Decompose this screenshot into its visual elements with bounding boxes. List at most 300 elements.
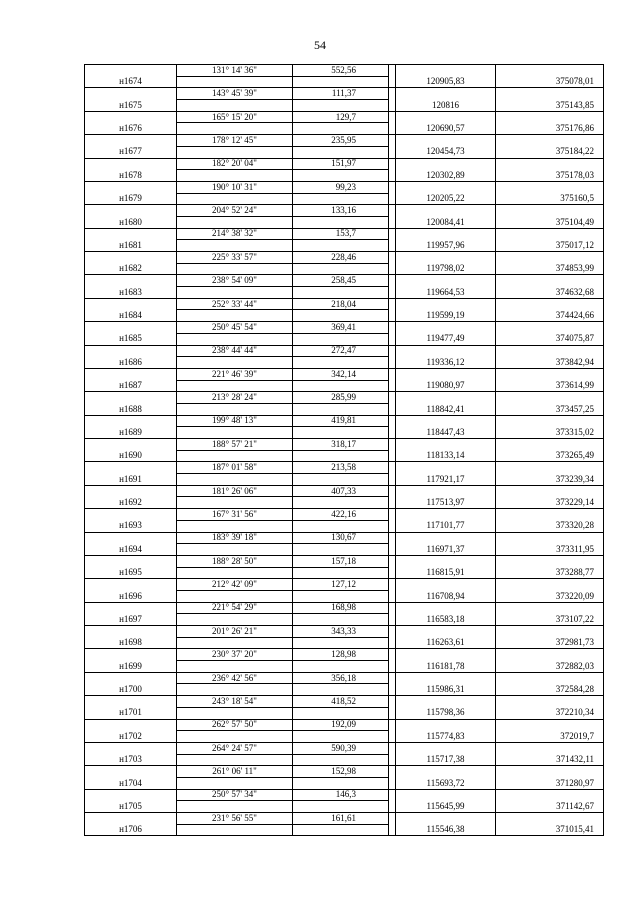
spacer-cell	[389, 181, 396, 193]
point-name-cell: н1689	[85, 427, 177, 439]
point-row	[85, 824, 604, 836]
x-coordinate-cell-blank	[396, 439, 496, 451]
y-coordinate-cell: 374632,68	[496, 287, 604, 299]
spacer-cell	[389, 719, 396, 731]
point-name-cell: н1704	[85, 777, 177, 789]
point-name-cell-blank	[85, 322, 177, 334]
point-name-cell-blank	[85, 298, 177, 310]
segment-row	[85, 696, 604, 708]
y-coordinate-cell: 373315,02	[496, 427, 604, 439]
segment-row	[85, 275, 604, 287]
distance-cell-blank	[293, 520, 389, 532]
point-row	[85, 146, 604, 158]
spacer-cell	[389, 135, 396, 147]
y-coordinate-cell-blank	[496, 368, 604, 380]
direction-angle-cell-blank	[177, 497, 293, 509]
direction-angle-cell-blank	[177, 123, 293, 135]
x-coordinate-cell: 120302,89	[396, 170, 496, 182]
x-coordinate-cell: 115774,83	[396, 731, 496, 743]
y-coordinate-cell: 372882,03	[496, 661, 604, 673]
spacer-cell	[389, 216, 396, 228]
point-row	[85, 240, 604, 252]
y-coordinate-cell-blank	[496, 789, 604, 801]
distance-cell: 407,33	[293, 485, 389, 497]
y-coordinate-cell-blank	[496, 485, 604, 497]
spacer-cell	[389, 777, 396, 789]
segment-row	[85, 181, 604, 193]
point-row	[85, 287, 604, 299]
direction-angle-cell-blank	[177, 590, 293, 602]
direction-angle-cell-blank	[177, 567, 293, 579]
distance-cell: 218,04	[293, 298, 389, 310]
spacer-cell	[389, 263, 396, 275]
point-row	[85, 310, 604, 322]
direction-angle-cell-blank	[177, 357, 293, 369]
distance-cell: 552,56	[293, 65, 389, 77]
segment-row	[85, 252, 604, 264]
point-name-cell-blank	[85, 439, 177, 451]
direction-angle-cell-blank	[177, 544, 293, 556]
spacer-cell	[389, 368, 396, 380]
distance-cell-blank	[293, 474, 389, 486]
y-coordinate-cell: 371432,11	[496, 754, 604, 766]
direction-angle-cell: 188° 57' 21"	[177, 439, 293, 451]
y-coordinate-cell-blank	[496, 135, 604, 147]
x-coordinate-cell: 120905,83	[396, 76, 496, 88]
y-coordinate-cell-blank	[496, 65, 604, 77]
spacer-cell	[389, 111, 396, 123]
distance-cell-blank	[293, 123, 389, 135]
point-name-cell: н1702	[85, 731, 177, 743]
direction-angle-cell: 261° 06' 11"	[177, 766, 293, 778]
segment-row	[85, 415, 604, 427]
x-coordinate-cell: 119664,53	[396, 287, 496, 299]
point-row	[85, 544, 604, 556]
y-coordinate-cell-blank	[496, 813, 604, 825]
spacer-cell	[389, 754, 396, 766]
y-coordinate-cell: 375160,5	[496, 193, 604, 205]
distance-cell-blank	[293, 497, 389, 509]
point-name-cell: н1678	[85, 170, 177, 182]
point-name-cell: н1684	[85, 310, 177, 322]
point-name-cell: н1685	[85, 333, 177, 345]
x-coordinate-cell-blank	[396, 368, 496, 380]
distance-cell-blank	[293, 590, 389, 602]
x-coordinate-cell: 120816	[396, 100, 496, 112]
segment-row	[85, 205, 604, 217]
spacer-cell	[389, 544, 396, 556]
direction-angle-cell-blank	[177, 661, 293, 673]
segment-row	[85, 626, 604, 638]
x-coordinate-cell: 118447,43	[396, 427, 496, 439]
point-name-cell-blank	[85, 602, 177, 614]
point-row	[85, 661, 604, 673]
point-name-cell: н1676	[85, 123, 177, 135]
direction-angle-cell-blank	[177, 731, 293, 743]
point-row	[85, 614, 604, 626]
distance-cell: 153,7	[293, 228, 389, 240]
distance-cell: 192,09	[293, 719, 389, 731]
segment-row	[85, 672, 604, 684]
y-coordinate-cell-blank	[496, 719, 604, 731]
distance-cell-blank	[293, 146, 389, 158]
x-coordinate-cell: 116181,78	[396, 661, 496, 673]
y-coordinate-cell-blank	[496, 88, 604, 100]
y-coordinate-cell: 373457,25	[496, 403, 604, 415]
direction-angle-cell: 181° 26' 06"	[177, 485, 293, 497]
y-coordinate-cell: 375178,03	[496, 170, 604, 182]
y-coordinate-cell-blank	[496, 298, 604, 310]
spacer-cell	[389, 485, 396, 497]
spacer-cell	[389, 275, 396, 287]
point-name-cell-blank	[85, 368, 177, 380]
segment-row	[85, 345, 604, 357]
y-coordinate-cell-blank	[496, 392, 604, 404]
direction-angle-cell: 225° 33' 57"	[177, 252, 293, 264]
x-coordinate-cell-blank	[396, 789, 496, 801]
y-coordinate-cell: 374853,99	[496, 263, 604, 275]
direction-angle-cell: 214° 38' 32"	[177, 228, 293, 240]
segment-row	[85, 649, 604, 661]
distance-cell-blank	[293, 731, 389, 743]
x-coordinate-cell: 115986,31	[396, 684, 496, 696]
distance-cell-blank	[293, 310, 389, 322]
direction-angle-cell: 190° 10' 31"	[177, 181, 293, 193]
point-name-cell-blank	[85, 813, 177, 825]
y-coordinate-cell-blank	[496, 672, 604, 684]
point-name-cell-blank	[85, 252, 177, 264]
x-coordinate-cell-blank	[396, 228, 496, 240]
point-name-cell-blank	[85, 626, 177, 638]
direction-angle-cell: 262° 57' 50"	[177, 719, 293, 731]
x-coordinate-cell: 115798,36	[396, 707, 496, 719]
segment-row	[85, 158, 604, 170]
direction-angle-cell-blank	[177, 333, 293, 345]
point-name-cell-blank	[85, 415, 177, 427]
point-name-cell-blank	[85, 228, 177, 240]
y-coordinate-cell: 375078,01	[496, 76, 604, 88]
x-coordinate-cell-blank	[396, 65, 496, 77]
distance-cell: 285,99	[293, 392, 389, 404]
distance-cell-blank	[293, 450, 389, 462]
direction-angle-cell-blank	[177, 427, 293, 439]
spacer-cell	[389, 555, 396, 567]
direction-angle-cell: 143° 45' 39"	[177, 88, 293, 100]
x-coordinate-cell-blank	[396, 252, 496, 264]
spacer-cell	[389, 661, 396, 673]
y-coordinate-cell: 373239,34	[496, 474, 604, 486]
segment-row	[85, 719, 604, 731]
x-coordinate-cell-blank	[396, 158, 496, 170]
point-row	[85, 590, 604, 602]
distance-cell: 161,61	[293, 813, 389, 825]
y-coordinate-cell-blank	[496, 275, 604, 287]
segment-row	[85, 228, 604, 240]
direction-angle-cell: 178° 12' 45"	[177, 135, 293, 147]
direction-angle-cell-blank	[177, 310, 293, 322]
spacer-cell	[389, 193, 396, 205]
direction-angle-cell: 221° 46' 39"	[177, 368, 293, 380]
direction-angle-cell: 182° 20' 04"	[177, 158, 293, 170]
direction-angle-cell: 213° 28' 24"	[177, 392, 293, 404]
spacer-cell	[389, 123, 396, 135]
spacer-cell	[389, 626, 396, 638]
distance-cell-blank	[293, 287, 389, 299]
y-coordinate-cell-blank	[496, 626, 604, 638]
x-coordinate-cell: 120205,22	[396, 193, 496, 205]
x-coordinate-cell-blank	[396, 298, 496, 310]
point-name-cell: н1690	[85, 450, 177, 462]
direction-angle-cell-blank	[177, 170, 293, 182]
direction-angle-cell: 236° 42' 56"	[177, 672, 293, 684]
point-name-cell-blank	[85, 532, 177, 544]
point-name-cell: н1705	[85, 801, 177, 813]
distance-cell: 342,14	[293, 368, 389, 380]
x-coordinate-cell-blank	[396, 415, 496, 427]
point-name-cell: н1683	[85, 287, 177, 299]
distance-cell: 272,47	[293, 345, 389, 357]
point-row	[85, 707, 604, 719]
spacer-cell	[389, 672, 396, 684]
distance-cell-blank	[293, 193, 389, 205]
direction-angle-cell: 252° 33' 44"	[177, 298, 293, 310]
direction-angle-cell: 167° 31' 56"	[177, 509, 293, 521]
x-coordinate-cell: 117921,17	[396, 474, 496, 486]
x-coordinate-cell: 119798,02	[396, 263, 496, 275]
x-coordinate-cell-blank	[396, 672, 496, 684]
distance-cell: 99,23	[293, 181, 389, 193]
x-coordinate-cell: 115693,72	[396, 777, 496, 789]
point-row	[85, 333, 604, 345]
direction-angle-cell-blank	[177, 193, 293, 205]
point-name-cell-blank	[85, 789, 177, 801]
point-name-cell: н1694	[85, 544, 177, 556]
point-name-cell: н1701	[85, 707, 177, 719]
spacer-cell	[389, 357, 396, 369]
point-name-cell-blank	[85, 345, 177, 357]
point-name-cell-blank	[85, 158, 177, 170]
y-coordinate-cell: 371015,41	[496, 824, 604, 836]
segment-row	[85, 368, 604, 380]
y-coordinate-cell: 372210,34	[496, 707, 604, 719]
distance-cell-blank	[293, 357, 389, 369]
distance-cell: 128,98	[293, 649, 389, 661]
spacer-cell	[389, 158, 396, 170]
direction-angle-cell-blank	[177, 754, 293, 766]
y-coordinate-cell-blank	[496, 345, 604, 357]
direction-angle-cell: 183° 39' 18"	[177, 532, 293, 544]
x-coordinate-cell-blank	[396, 766, 496, 778]
point-row	[85, 731, 604, 743]
distance-cell: 369,41	[293, 322, 389, 334]
x-coordinate-cell: 116263,61	[396, 637, 496, 649]
x-coordinate-cell: 115546,38	[396, 824, 496, 836]
point-name-cell: н1674	[85, 76, 177, 88]
direction-angle-cell: 201° 26' 21"	[177, 626, 293, 638]
direction-angle-cell: 188° 28' 50"	[177, 555, 293, 567]
segment-row	[85, 65, 604, 77]
point-name-cell: н1680	[85, 216, 177, 228]
distance-cell: 418,52	[293, 696, 389, 708]
distance-cell: 228,46	[293, 252, 389, 264]
distance-cell: 133,16	[293, 205, 389, 217]
direction-angle-cell-blank	[177, 637, 293, 649]
point-name-cell-blank	[85, 392, 177, 404]
x-coordinate-cell-blank	[396, 555, 496, 567]
spacer-cell	[389, 240, 396, 252]
y-coordinate-cell: 373107,22	[496, 614, 604, 626]
point-row	[85, 263, 604, 275]
point-name-cell-blank	[85, 135, 177, 147]
point-name-cell-blank	[85, 462, 177, 474]
point-name-cell-blank	[85, 485, 177, 497]
spacer-cell	[389, 146, 396, 158]
spacer-cell	[389, 403, 396, 415]
y-coordinate-cell-blank	[496, 181, 604, 193]
y-coordinate-cell: 374424,66	[496, 310, 604, 322]
direction-angle-cell-blank	[177, 216, 293, 228]
y-coordinate-cell: 374075,87	[496, 333, 604, 345]
coordinates-table	[84, 64, 604, 836]
point-name-cell-blank	[85, 672, 177, 684]
distance-cell-blank	[293, 544, 389, 556]
x-coordinate-cell-blank	[396, 322, 496, 334]
y-coordinate-cell-blank	[496, 579, 604, 591]
table-body	[85, 65, 604, 836]
x-coordinate-cell: 116971,37	[396, 544, 496, 556]
y-coordinate-cell: 373220,09	[496, 590, 604, 602]
y-coordinate-cell: 371142,67	[496, 801, 604, 813]
point-row	[85, 193, 604, 205]
distance-cell-blank	[293, 824, 389, 836]
point-name-cell: н1675	[85, 100, 177, 112]
spacer-cell	[389, 520, 396, 532]
point-row	[85, 427, 604, 439]
direction-angle-cell: 212° 42' 09"	[177, 579, 293, 591]
point-row	[85, 170, 604, 182]
spacer-cell	[389, 100, 396, 112]
direction-angle-cell: 199° 48' 13"	[177, 415, 293, 427]
direction-angle-cell-blank	[177, 240, 293, 252]
y-coordinate-cell: 373311,95	[496, 544, 604, 556]
point-row	[85, 777, 604, 789]
x-coordinate-cell: 119957,96	[396, 240, 496, 252]
spacer-cell	[389, 590, 396, 602]
point-name-cell: н1698	[85, 637, 177, 649]
distance-cell: 168,98	[293, 602, 389, 614]
direction-angle-cell: 231° 56' 55"	[177, 813, 293, 825]
x-coordinate-cell-blank	[396, 111, 496, 123]
direction-angle-cell-blank	[177, 614, 293, 626]
distance-cell-blank	[293, 754, 389, 766]
y-coordinate-cell-blank	[496, 439, 604, 451]
x-coordinate-cell-blank	[396, 485, 496, 497]
y-coordinate-cell-blank	[496, 322, 604, 334]
spacer-cell	[389, 707, 396, 719]
point-row	[85, 474, 604, 486]
spacer-cell	[389, 567, 396, 579]
point-name-cell-blank	[85, 719, 177, 731]
y-coordinate-cell-blank	[496, 766, 604, 778]
spacer-cell	[389, 824, 396, 836]
point-name-cell: н1699	[85, 661, 177, 673]
direction-angle-cell-blank	[177, 707, 293, 719]
direction-angle-cell: 131° 14' 36"	[177, 65, 293, 77]
point-name-cell: н1681	[85, 240, 177, 252]
y-coordinate-cell-blank	[496, 205, 604, 217]
y-coordinate-cell-blank	[496, 649, 604, 661]
y-coordinate-cell: 375143,85	[496, 100, 604, 112]
segment-row	[85, 789, 604, 801]
y-coordinate-cell-blank	[496, 742, 604, 754]
spacer-cell	[389, 532, 396, 544]
x-coordinate-cell: 118842,41	[396, 403, 496, 415]
y-coordinate-cell: 372584,28	[496, 684, 604, 696]
segment-row	[85, 813, 604, 825]
y-coordinate-cell: 373229,14	[496, 497, 604, 509]
distance-cell-blank	[293, 263, 389, 275]
point-row	[85, 403, 604, 415]
point-row	[85, 76, 604, 88]
direction-angle-cell: 230° 37' 20"	[177, 649, 293, 661]
x-coordinate-cell: 115645,99	[396, 801, 496, 813]
distance-cell-blank	[293, 684, 389, 696]
y-coordinate-cell-blank	[496, 532, 604, 544]
y-coordinate-cell: 372019,7	[496, 731, 604, 743]
x-coordinate-cell: 119336,12	[396, 357, 496, 369]
spacer-cell	[389, 228, 396, 240]
segment-row	[85, 135, 604, 147]
spacer-cell	[389, 813, 396, 825]
spacer-cell	[389, 684, 396, 696]
point-name-cell-blank	[85, 742, 177, 754]
x-coordinate-cell: 116815,91	[396, 567, 496, 579]
spacer-cell	[389, 614, 396, 626]
point-row	[85, 216, 604, 228]
segment-row	[85, 322, 604, 334]
segment-row	[85, 88, 604, 100]
point-name-cell: н1697	[85, 614, 177, 626]
x-coordinate-cell-blank	[396, 275, 496, 287]
direction-angle-cell: 187° 01' 58"	[177, 462, 293, 474]
direction-angle-cell-blank	[177, 474, 293, 486]
x-coordinate-cell-blank	[396, 626, 496, 638]
direction-angle-cell-blank	[177, 684, 293, 696]
x-coordinate-cell: 118133,14	[396, 450, 496, 462]
distance-cell-blank	[293, 333, 389, 345]
point-name-cell-blank	[85, 181, 177, 193]
spacer-cell	[389, 450, 396, 462]
point-row	[85, 567, 604, 579]
spacer-cell	[389, 298, 396, 310]
y-coordinate-cell: 372981,73	[496, 637, 604, 649]
direction-angle-cell: 221° 54' 29"	[177, 602, 293, 614]
point-name-cell-blank	[85, 65, 177, 77]
spacer-cell	[389, 205, 396, 217]
point-name-cell: н1706	[85, 824, 177, 836]
x-coordinate-cell: 117513,97	[396, 497, 496, 509]
direction-angle-cell-blank	[177, 146, 293, 158]
spacer-cell	[389, 76, 396, 88]
y-coordinate-cell-blank	[496, 111, 604, 123]
point-name-cell: н1686	[85, 357, 177, 369]
spacer-cell	[389, 801, 396, 813]
x-coordinate-cell-blank	[396, 135, 496, 147]
point-name-cell-blank	[85, 555, 177, 567]
distance-cell-blank	[293, 100, 389, 112]
distance-cell-blank	[293, 76, 389, 88]
spacer-cell	[389, 333, 396, 345]
